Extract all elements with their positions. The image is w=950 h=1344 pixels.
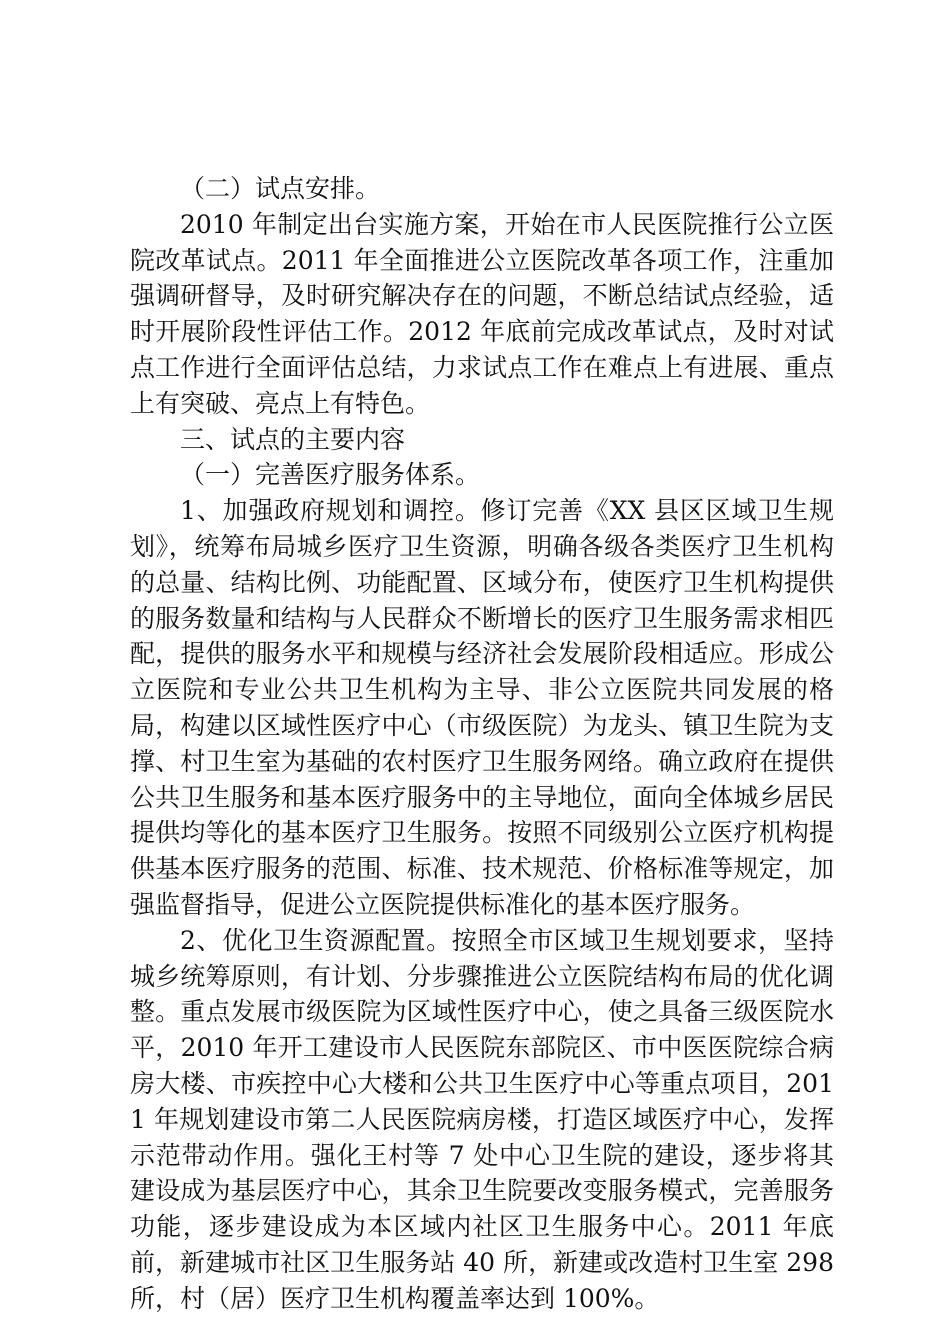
section-heading-improve-service-system: （一）完善医疗服务体系。 bbox=[180, 460, 481, 490]
document-body bbox=[130, 171, 834, 1317]
section-heading-main-content: 三、试点的主要内容 bbox=[180, 424, 406, 454]
paragraph-pilot-schedule: 2010 年制定出台实施方案，开始在市人民医院推行公立医院改革试点。2011 年全面推进公立医院改革各项工作，注重加强调研督导，及时研究解决存在的问题，不断总结试点经验，适时开展阶段性评估工作。2012 年底前完成改革试点，及时对试点工作进行全面评估总结，力求试点工作在难点上有进展、重点上有突破、亮点上有特色。 bbox=[130, 209, 834, 418]
paragraph-government-planning: 1、加强政府规划和调控。修订完善《XX 县区区域卫生规划》，统筹布局城乡医疗卫生资源，明确各级各类医疗卫生机构的总量、结构比例、功能配置、区域分布，使医疗卫生机构提供的服务数量和结构与人民群众不断增长的医疗卫生服务需求相匹配，提供的服务水平和规模与经济社会发展阶段相适应。形成公立医院和专业公共卫生机构为主导、非公立医院共同发展的格局，构建以区域性医疗中心（市级医院）为龙头、镇卫生院为支撑、村卫生室为基础的农村医疗卫生服务网络。确立政府在提供公共卫生服务和基本医疗服务中的主导地位，面向全体城乡居民提供均等化的基本医疗卫生服务。按照不同级别公立医疗机构提供基本医疗服务的范围、标准、技术规范、价格标准等规定，加强监督指导，促进公立医院提供标准化的基本医疗服务。 bbox=[130, 496, 834, 919]
paragraph-resource-allocation: 2、优化卫生资源配置。按照全市区域卫生规划要求，坚持城乡统筹原则，有计划、分步骤推进公立医院结构布局的优化调整。重点发展市级医院为区域性医疗中心，使之具备三级医院水平，2010 年开工建设市人民医院东部院区、市中医医院综合病房大楼、市疾控中心大楼和公共卫生医疗中心等重点项目，2011 年规划建设市第二人民医院病房楼，打造区域医疗中心，发挥示范带动作用。强化王村等 7 处中心卫生院的建设，逐步将其建设成为基层医疗中心，其余卫生院要改变服务模式，完善服务功能，逐步建设成为本区域内社区卫生服务中心。2011 年底前，新建城市社区卫生服务站 40 所，新建或改造村卫生室 298 所，村（居）医疗卫生机构覆盖率达到 100%。 bbox=[130, 925, 834, 1313]
section-heading-pilot-arrangement: （二）试点安排。 bbox=[180, 174, 381, 203]
